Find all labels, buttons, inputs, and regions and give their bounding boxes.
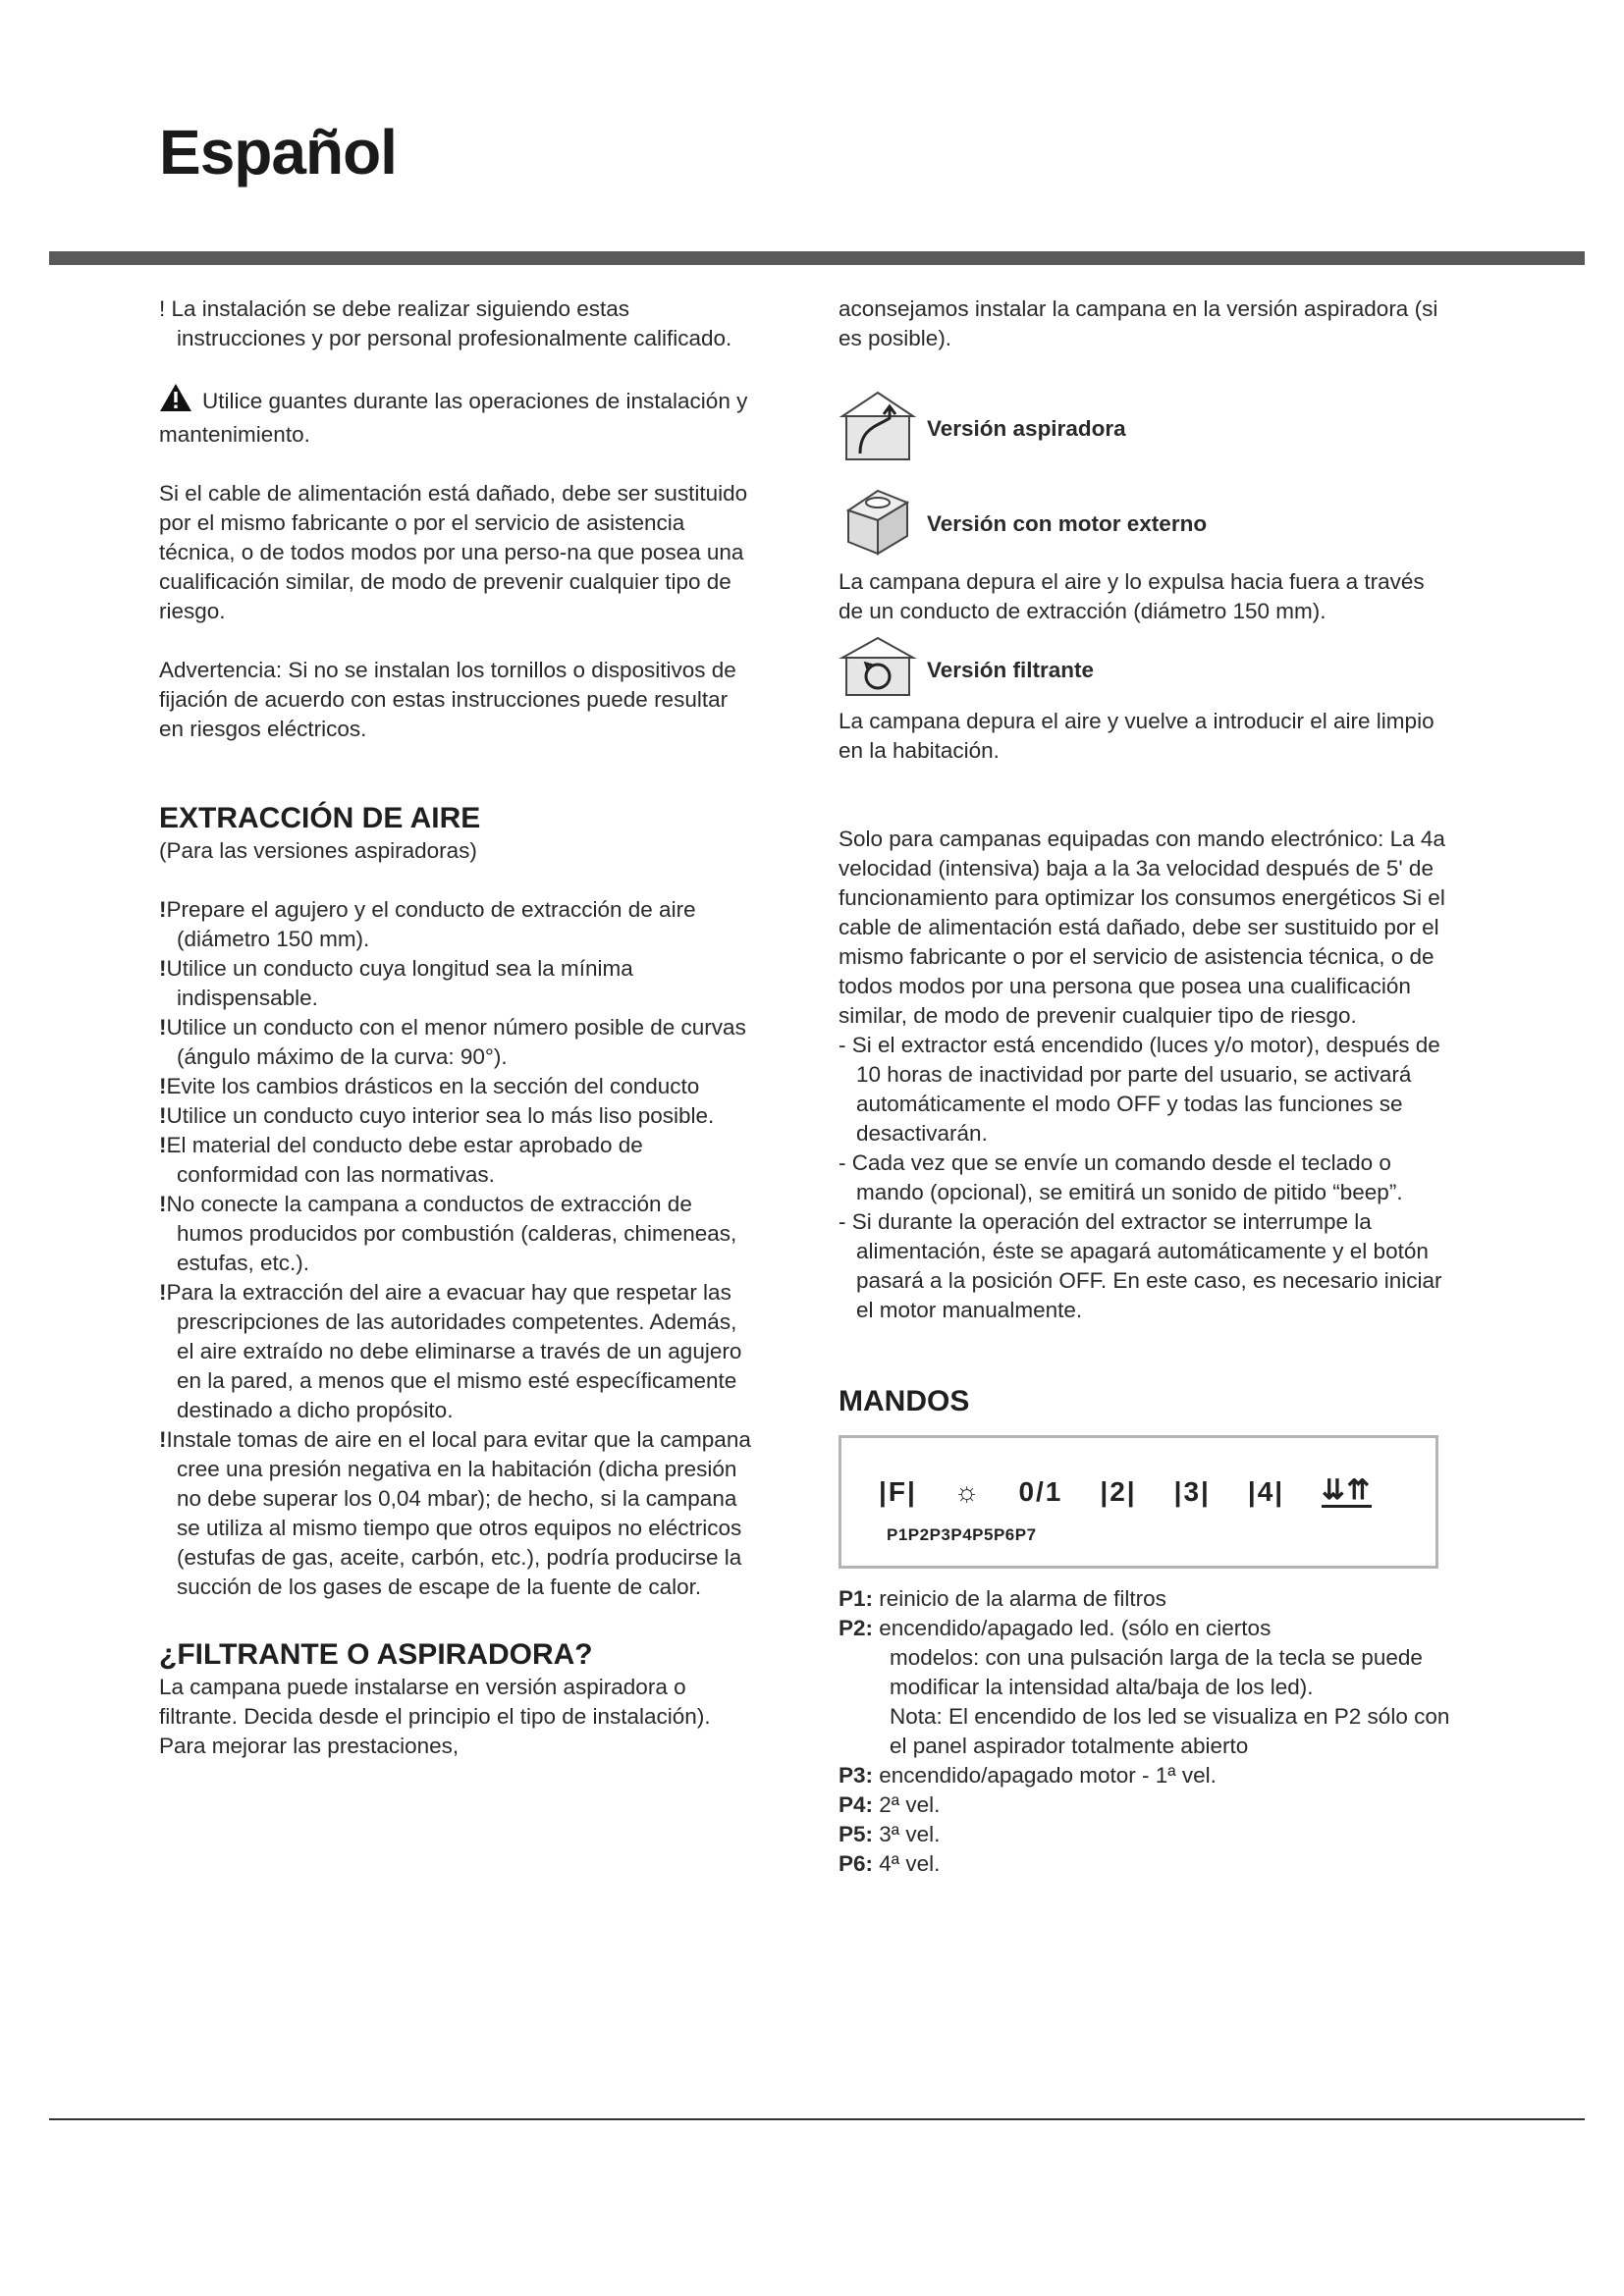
version-motor-label: Versión con motor externo: [927, 511, 1208, 536]
motor-onoff-button[interactable]: 0/1: [1018, 1475, 1063, 1507]
speed-4-button[interactable]: |4|: [1247, 1475, 1285, 1507]
filter-reset-button[interactable]: |F|: [879, 1475, 917, 1507]
warning-icon: [159, 383, 192, 420]
gloves-text: Utilice guantes durante las operaciones de instalación y mantenimiento.: [159, 389, 748, 447]
version-aspiradora: [839, 387, 1452, 471]
legend-item: P4: 2ª vel.: [839, 1792, 941, 1817]
version-motor-text: La campana depura el aire y lo expulsa hacia fuera a través de un conducto de extracción (diámetro 150 mm).: [839, 569, 1425, 623]
legend-item: P6: 4ª vel.: [839, 1851, 941, 1876]
list-item: - Cada vez que se envíe un comando desde el teclado o mando (opcional), se emitirá un sonido de pitido “beep”.: [839, 1150, 1403, 1204]
legend-item: P5: 3ª vel.: [839, 1822, 941, 1846]
mandos-section: [839, 1384, 1452, 1879]
legend-item: P1: reinicio de la alarma de filtros: [839, 1586, 1166, 1611]
external-motor-icon: [839, 481, 917, 567]
version-aspiradora-label: Versión aspiradora: [927, 416, 1126, 441]
list-item: !No conecte la campana a conductos de extracción de humos producidos por combustión (calderas, chimeneas, estufas, etc.).: [159, 1192, 737, 1275]
list-item: !Para la extracción del aire a evacuar hay que respetar las prescripciones de las autoridades competentes. Además, el aire extraído no debe eliminarse a través de un agujero en la pared, a menos que el mismo esté específicamente destinado a dicho propósito.: [159, 1280, 742, 1422]
list-item: !Utilice un conducto con el menor número posible de curvas (ángulo máximo de la curva: 90°).: [159, 1015, 746, 1069]
legend-item: P3: encendido/apagado motor - 1ª vel.: [839, 1763, 1217, 1788]
screws-warning: Advertencia: Si no se instalan los tornillos o dispositivos de fijación de acuerdo con estas instrucciones puede resultar en riesgos eléctricos.: [159, 658, 736, 741]
control-symbols: [879, 1475, 1372, 1508]
control-panel: [839, 1435, 1438, 1569]
legend-item: P2: encendido/apagado led. (sólo en ciertos: [839, 1616, 1272, 1640]
install-warning: ! La instalación se debe realizar siguiendo estas instrucciones y por personal profesionalmente calificado.: [159, 296, 732, 350]
gloves-note: [159, 383, 758, 450]
speed-3-button[interactable]: |3|: [1173, 1475, 1211, 1507]
left-column: [159, 294, 758, 1761]
filtrante-heading: ¿FILTRANTE O ASPIRADORA?: [159, 1638, 593, 1671]
page-title: Español: [159, 117, 397, 187]
list-item: !Instale tomas de aire en el local para evitar que la campana cree una presión negativa en la habitación (dicha presión no debe superar los 0,04 mbar); de hecho, si la campana se utiliza al mismo tiempo que otros equipos no eléctricos (estufas de gas, aceite, carbón, etc.), podría producirse la succión de los gases de escape de la fuente de calor.: [159, 1427, 751, 1599]
filtrante-section: [159, 1637, 758, 1761]
extraccion-section: [159, 801, 758, 1602]
solo-text: Solo para campanas equipadas con mando electrónico: La 4a velocidad (intensiva) baja a la 3a velocidad después de 5' de funcionamiento para optimizar los consumos energéticos Si el cable de alimentación está dañado, debe ser sustituido por el mismo fabricante o por el servicio de asistencia técnica, o de todos modos por una persona que posea una cualificación similar, de modo de prevenir cualquier tipo de riesgo.: [839, 827, 1445, 1028]
aconsejamos-text: aconsejamos instalar la campana en la versión aspiradora (si es posible).: [839, 296, 1438, 350]
list-item: !Prepare el agujero y el conducto de extracción de aire (diámetro 150 mm).: [159, 897, 696, 951]
light-button[interactable]: ☼: [953, 1475, 982, 1507]
mandos-legend: [839, 1584, 1452, 1879]
speed-2-button[interactable]: |2|: [1100, 1475, 1137, 1507]
mandos-heading: MANDOS: [839, 1385, 970, 1417]
legend-item: modelos: con una pulsación larga de la tecla se puede modificar la intensidad alta/baja de los led).: [890, 1645, 1423, 1699]
cable-note: Si el cable de alimentación está dañado, debe ser sustituido por el mismo fabricante o por el servicio de asistencia técnica, o de todos modos por una perso-na que posea una cualificación similar, de modo de prevenir cualquier tipo de riesgo.: [159, 481, 748, 623]
list-item: !El material del conducto debe estar aprobado de conformidad con las normativas.: [159, 1133, 643, 1187]
filtrante-text: La campana puede instalarse en versión aspiradora o filtrante. Decida desde el principio el tipo de instalación). Para mejorar las prestaciones,: [159, 1675, 711, 1758]
extraccion-list: [159, 895, 758, 1602]
extraccion-sub: (Para las versiones aspiradoras): [159, 838, 477, 863]
list-item: - Si durante la operación del extractor se interrumpe la alimentación, éste se apagará automáticamente y el botón pasará a la posición OFF. En este caso, es necesario iniciar el motor manualmente.: [839, 1209, 1442, 1322]
extraccion-heading: EXTRACCIÓN DE AIRE: [159, 802, 481, 834]
footer-rule: [49, 2118, 1585, 2120]
legend-item: Nota: El encendido de los led se visualiza en P2 sólo con el panel aspirador totalmente abierto: [890, 1704, 1450, 1758]
version-filtrante: [839, 634, 1452, 707]
panel-labels: P1P2P3P4P5P6P7: [887, 1525, 1037, 1544]
list-item: !Utilice un conducto cuyo interior sea lo más liso posible.: [159, 1103, 715, 1128]
right-column: [839, 294, 1452, 1879]
filter-hood-icon: [839, 634, 917, 707]
header-rule: [49, 251, 1585, 265]
version-motor-externo: [839, 481, 1452, 567]
version-filtrante-label: Versión filtrante: [927, 658, 1095, 682]
version-filtrante-text: La campana depura el aire y vuelve a introducir el aire limpio en la habitación.: [839, 709, 1435, 763]
list-item: - Si el extractor está encendido (luces y/o motor), después de 10 horas de inactividad por parte del usuario, se activará automáticamente el modo OFF y todas las funciones se desactivarán.: [839, 1033, 1440, 1146]
duct-hood-icon: [839, 387, 917, 471]
panel-open-button[interactable]: ⇊⇈: [1322, 1475, 1372, 1508]
list-item: !Evite los cambios drásticos en la sección del conducto: [159, 1074, 700, 1098]
list-item: !Utilice un conducto cuya longitud sea la mínima indispensable.: [159, 956, 633, 1010]
